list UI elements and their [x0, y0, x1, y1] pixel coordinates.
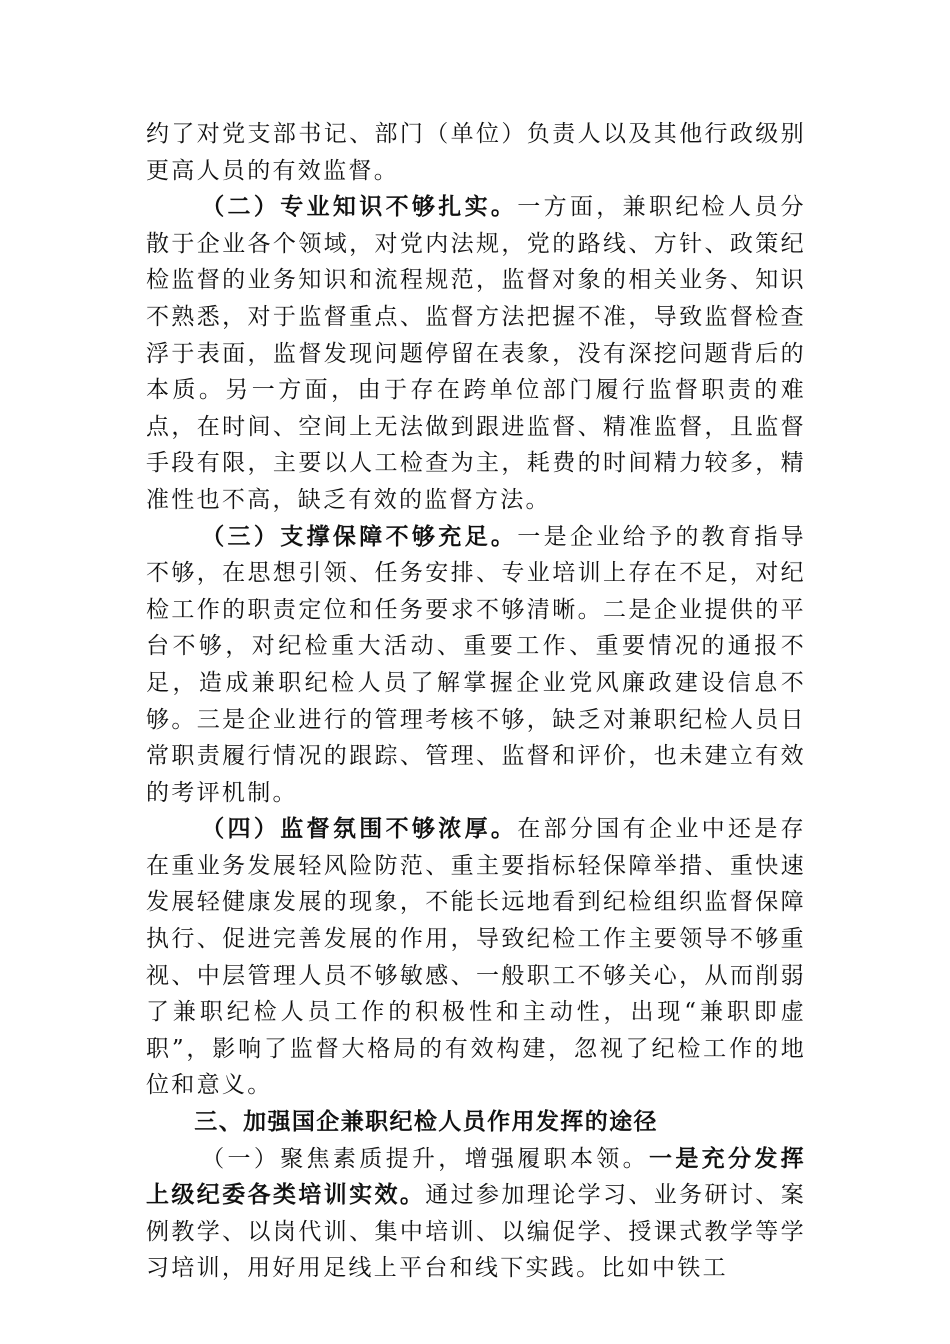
document-page [146, 116, 806, 1287]
paragraph-continuation [146, 116, 806, 189]
paragraph-lead: （一）聚焦素质提升，增强履职本领。 [201, 1145, 649, 1172]
section-heading: 三、加强国企兼职纪检人员作用发挥的途径 [194, 1109, 658, 1136]
paragraph-lead: （四）监督氛围不够浓厚。 [201, 815, 518, 843]
paragraph-supervision-atmosphere [146, 811, 806, 1104]
paragraph-body: 通过参加理论学习、业务研讨、案例教学、以岗代训、集中培训、以编促学、授课式教学等学习培训，用好用足线上平台和线下实践。比如中铁工 [146, 1182, 806, 1282]
paragraph-support-guarantee [146, 519, 806, 812]
paragraph-bold-phrase: 一是充分发挥上级纪委各类培训实效。 [146, 1144, 806, 1209]
paragraph-body: 一是企业给予的教育指导不够，在思想引领、任务安排、专业培训上存在不足，对纪检工作的职责定位和任务要求不够清晰。二是企业提供的平台不够，对纪检重大活动、重要工作、重要情况的通报不足，造成兼职纪检人员了解掌握企业党风廉政建设信息不够。三是企业进行的管理考核不够，缺乏对兼职纪检人员日常职责履行情况的跟踪、管理、监督和评价，也未建立有效的考评机制。 [146, 523, 806, 806]
paragraph-body: 约了对党支部书记、部门（单位）负责人以及其他行政级别更高人员的有效监督。 [146, 121, 806, 184]
paragraph-body: 一方面，兼职纪检人员分散于企业各个领域，对党内法规，党的路线、方针、政策纪检监督的业务知识和流程规范，监督对象的相关业务、知识不熟悉，对于监督重点、监督方法把握不准，导致监督检查浮于表面，监督发现问题停留在表象，没有深挖问题背后的本质。另一方面，由于存在跨单位部门履行监督职责的难点，在时间、空间上无法做到跟进监督、精准监督，且监督手段有限，主要以人工检查为主，耗费的时间精力较多，精准性也不高，缺乏有效的监督方法。 [146, 194, 806, 513]
paragraph-body: 在部分国有企业中还是存在重业务发展轻风险防范、重主要指标轻保障举措、重快速发展轻健康发展的现象，不能长远地看到纪检组织监督保障执行、促进完善发展的作用，导致纪检工作主要领导不够重视、中层管理人员不够敏感、一般职工不够关心，从而削弱了兼职纪检人员工作的积极性和主动性，出现“兼职即虚职”，影响了监督大格局的有效构建，忽视了纪检工作的地位和意义。 [146, 816, 806, 1099]
paragraph-professional-knowledge [146, 189, 806, 518]
paragraph-lead: （二）专业知识不够扎实。 [201, 193, 518, 221]
paragraph-quality-improvement [146, 1141, 806, 1287]
paragraph-lead: （三）支撑保障不够充足。 [201, 522, 518, 550]
